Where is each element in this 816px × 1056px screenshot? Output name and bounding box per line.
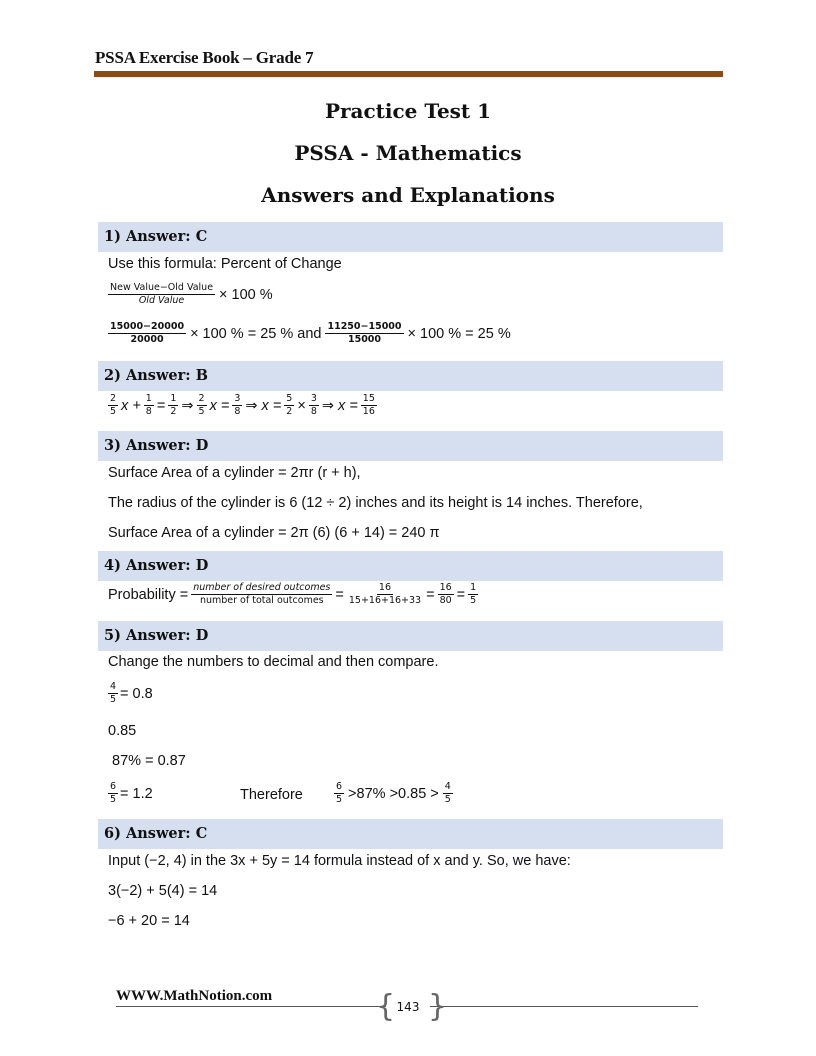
header-title: PSSA Exercise Book – Grade 7	[95, 48, 314, 67]
fraction-numerator: 3	[310, 393, 317, 404]
q1-formula-tail: × 100 %	[219, 286, 273, 303]
q3-line-3: Surface Area of a cylinder = 2π (6) (6 + 14) = 240 π	[108, 525, 440, 541]
q4-text: =	[335, 586, 344, 603]
fraction-numerator: 2	[198, 393, 205, 404]
fraction-denominator: 15+16+16+33	[348, 595, 422, 606]
header-rule	[94, 71, 723, 77]
fraction-denominator: 8	[234, 406, 241, 417]
q5-frac-1	[108, 681, 118, 706]
q5-frac-3	[334, 781, 344, 806]
fraction-denominator: 20000	[130, 334, 164, 345]
q2-solution	[108, 393, 377, 418]
q1-fraction-2	[325, 321, 403, 346]
q2-frac-b	[144, 393, 154, 418]
q1-evaluation	[108, 321, 511, 346]
q6-line-1: Input (−2, 4) in the 3x + 5y = 14 formula instead of x and y. So, we have:	[108, 853, 571, 869]
fraction-numerator: number of desired outcomes	[193, 582, 331, 593]
fraction-denominator: 5	[198, 406, 205, 417]
q3-line-1: Surface Area of a cylinder = 2πr (r + h),	[108, 465, 361, 481]
fraction-denominator: 5	[110, 694, 117, 705]
q5-text: = 1.2	[120, 785, 153, 802]
fraction-denominator: 8	[310, 406, 317, 417]
q5-frac-2	[108, 781, 118, 806]
fraction-denominator: 2	[286, 406, 293, 417]
q2-text: x =	[209, 397, 230, 414]
fraction-denominator: 8	[145, 406, 152, 417]
page-number: 143	[386, 1000, 430, 1014]
fraction-numerator: 3	[234, 393, 241, 404]
q4-frac-b	[347, 582, 423, 607]
fraction-denominator: 2	[170, 406, 177, 417]
q6-line-2: 3(−2) + 5(4) = 14	[108, 883, 218, 899]
answer-bar-5: 5) Answer: D	[98, 621, 723, 651]
q1-evaluation-text-2: × 100 % = 25 %	[407, 325, 511, 342]
q3-line-2: The radius of the cylinder is 6 (12 ÷ 2) inches and its height is 14 inches. Therefore,	[108, 495, 643, 511]
q5-row-1	[108, 681, 153, 706]
q5-row-3: 87% = 0.87	[108, 753, 186, 769]
q5-comparison	[334, 781, 453, 806]
q2-frac-c	[168, 393, 178, 418]
fraction-numerator: 1	[470, 582, 477, 593]
fraction-numerator: 1	[170, 393, 177, 404]
page-subtitle: PSSA - Mathematics	[294, 141, 522, 165]
fraction-numerator: 16	[378, 582, 392, 593]
q4-probability	[108, 582, 478, 607]
fraction-denominator: 5	[110, 406, 117, 417]
q4-text: =	[426, 586, 435, 603]
q5-frac-4	[443, 781, 453, 806]
q6-line-3: −6 + 20 = 14	[108, 913, 190, 929]
fraction-numerator: 1	[145, 393, 152, 404]
q2-text: ⇒ x =	[245, 397, 282, 414]
fraction-numerator: 4	[110, 681, 117, 692]
fraction-denominator: 5	[470, 595, 477, 606]
q5-therefore: Therefore	[240, 787, 303, 803]
q1-fraction-1	[108, 321, 186, 346]
fraction-denominator: 16	[362, 406, 375, 417]
q1-formula	[108, 282, 273, 307]
q2-frac-g	[309, 393, 319, 418]
fraction-numerator: 15000−20000	[110, 321, 185, 332]
q1-evaluation-text-1: × 100 % = 25 % and	[190, 325, 322, 342]
q5-intro: Change the numbers to decimal and then compare.	[108, 654, 439, 670]
q2-text: ×	[297, 397, 306, 414]
q4-text: Probability =	[108, 586, 189, 603]
q1-intro: Use this formula: Percent of Change	[108, 256, 342, 272]
q4-text: =	[456, 586, 466, 603]
fraction-numerator: 2	[110, 393, 117, 404]
answer-bar-2: 2) Answer: B	[98, 361, 723, 391]
right-bracket-icon: }	[428, 989, 448, 1024]
fraction-numerator: 15	[362, 393, 375, 404]
answer-bar-3: 3) Answer: D	[98, 431, 723, 461]
q5-text: = 0.8	[120, 685, 153, 702]
fraction-denominator: number of total outcomes	[199, 595, 324, 606]
answer-bar-6: 6) Answer: C	[98, 819, 723, 849]
answer-bar-1: 1) Answer: C	[98, 222, 723, 252]
page-title: Practice Test 1	[324, 99, 492, 123]
q4-frac-d	[468, 582, 478, 607]
q2-text: ⇒	[181, 397, 194, 414]
fraction-numerator: 4	[444, 781, 451, 792]
q5-text: >87% >0.85 >	[348, 785, 439, 802]
fraction-denominator: 80	[439, 595, 452, 606]
q2-frac-f	[284, 393, 294, 418]
fraction-numerator: 11250−15000	[327, 321, 402, 332]
q2-frac-a	[108, 393, 118, 418]
q2-frac-d	[197, 393, 207, 418]
fraction-numerator: New Value−Old Value	[110, 282, 214, 293]
answer-bar-4: 4) Answer: D	[98, 551, 723, 581]
left-bracket-icon: {	[376, 989, 396, 1024]
fraction-numerator: 6	[336, 781, 343, 792]
q5-row-4	[108, 781, 153, 806]
fraction-denominator: 15000	[347, 334, 382, 345]
q2-frac-e	[232, 393, 242, 418]
q5-row-2: 0.85	[108, 723, 137, 739]
q2-text: x +	[121, 397, 141, 414]
section-title: Answers and Explanations	[261, 183, 555, 207]
fraction-denominator: Old Value	[138, 295, 185, 306]
fraction-numerator: 6	[110, 781, 117, 792]
fraction-denominator: 5	[110, 794, 117, 805]
fraction-numerator: 16	[439, 582, 452, 593]
q2-text: =	[156, 397, 166, 414]
q2-text: ⇒ x =	[321, 397, 358, 414]
fraction-denominator: 5	[336, 794, 343, 805]
fraction-numerator: 5	[286, 393, 293, 404]
q2-frac-h	[361, 393, 377, 418]
q4-frac-a	[191, 582, 332, 607]
q4-frac-c	[438, 582, 454, 607]
footer-website: WWW.MathNotion.com	[116, 988, 273, 1004]
fraction-denominator: 5	[444, 794, 451, 805]
q1-formula-fraction	[108, 282, 215, 307]
